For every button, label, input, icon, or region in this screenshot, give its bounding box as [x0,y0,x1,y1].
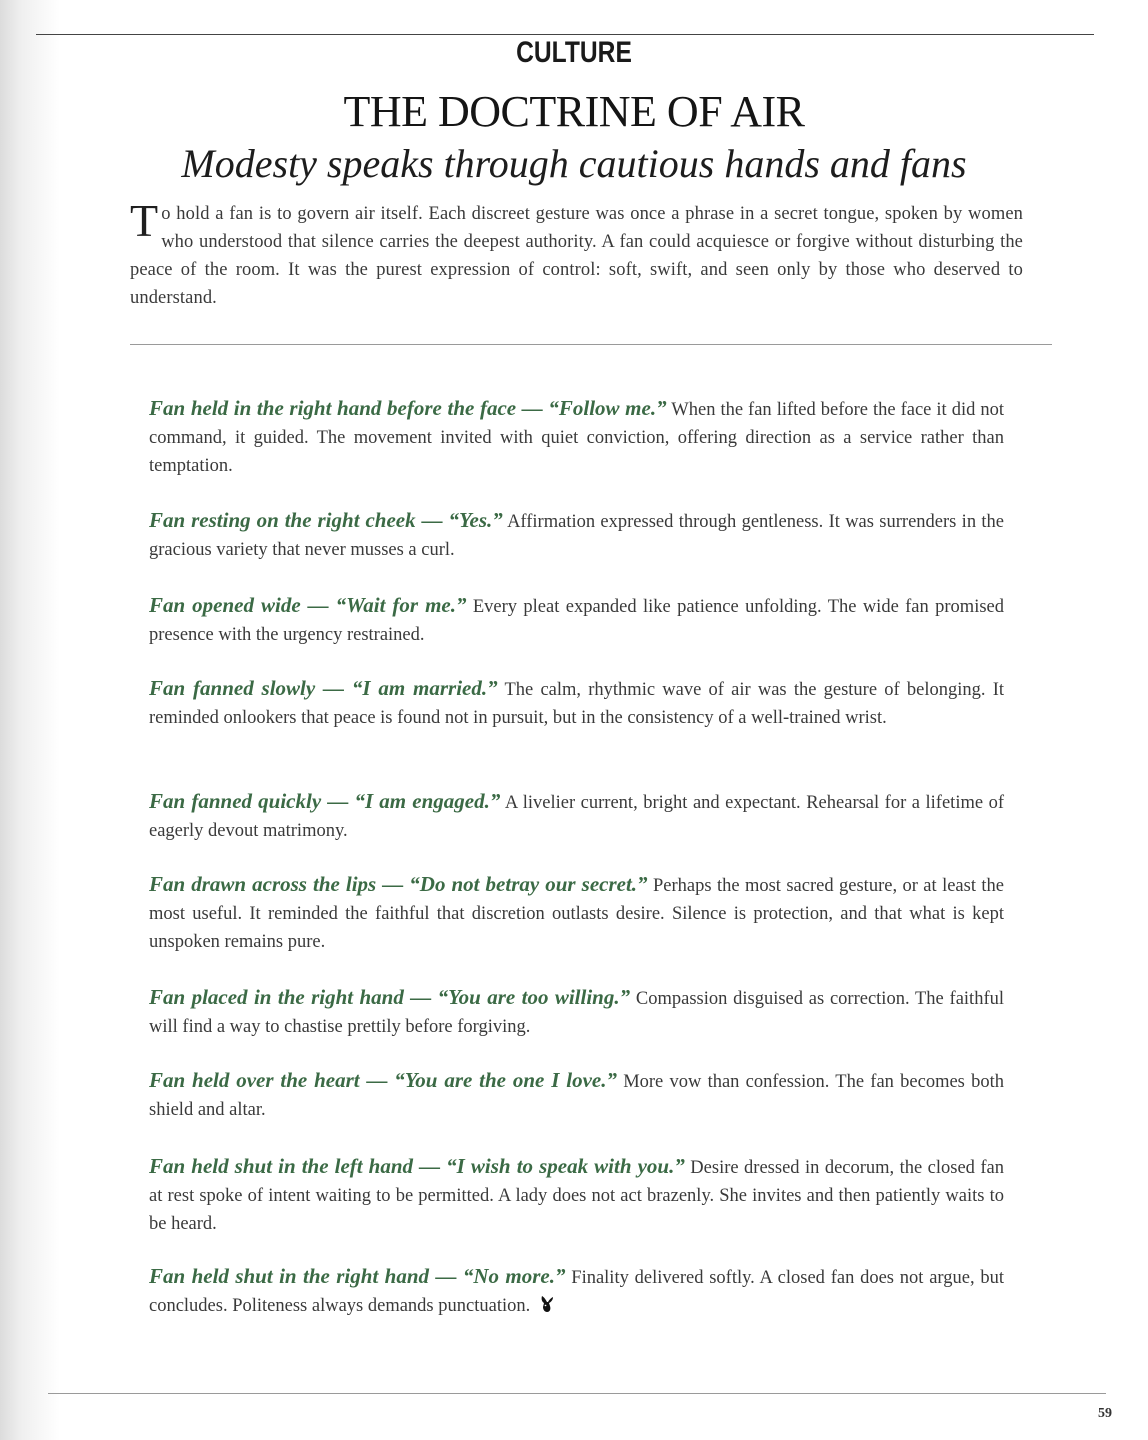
entry-lead: Fan opened wide — “Wait for me.” [149,593,467,617]
entry-body: Perhaps the most sacred gesture, or at least the most useful. It reminded the faithful that discretion outlasts desire. Silence is protection, and that what is kept unspoken remains pure. [149,876,1004,952]
fan-entry [149,983,1004,1041]
page-number: 59 [1098,1406,1112,1421]
section-divider [130,344,1052,345]
fan-entry [149,674,1004,732]
entry-body: Desire dressed in decorum, the closed fan at rest spoke of intent waiting to be permitted. A lady does not act brazenly. She invites and then patiently waits to be heard. [149,1158,1004,1234]
top-rule [36,34,1094,35]
entry-lead: Fan placed in the right hand — “You are too willing.” [149,985,631,1009]
entry-body: When the fan lifted before the face it did not command, it guided. The movement invited with quiet conviction, offering direction as a service rather than temptation. [149,400,1004,476]
entry-body: Finality delivered softly. A closed fan does not argue, but concludes. Politeness always demands punctuation. [149,1268,1005,1316]
entry-body: Compassion disguised as correction. The faithful will find a way to chastise prettily before forgiving. [149,989,1004,1037]
entry-body: The calm, rhythmic wave of air was the gesture of belonging. It reminded onlookers that peace is found not in pursuit, but in the consistency of a well-trained wrist. [149,680,1004,728]
entry-body: More vow than confession. The fan becomes both shield and altar. [149,1072,1004,1120]
entry-body: Affirmation expressed through gentleness. It was surrenders in the gracious variety that never musses a curl. [149,512,1004,560]
fan-entry [149,787,1004,845]
fan-entry [149,394,1004,480]
entry-lead: Fan held shut in the left hand — “I wish to speak with you.” [149,1154,685,1178]
article-title: THE DOCTRINE OF AIR [343,87,805,136]
entry-body: Every pleat expanded like patience unfolding. The wide fan promised presence with the urgency restrained. [149,597,1004,645]
entry-lead: Fan fanned quickly — “I am engaged.” [149,789,501,813]
entry-lead: Fan resting on the right cheek — “Yes.” [149,508,503,532]
entry-lead: Fan fanned slowly — “I am married.” [149,676,498,700]
fan-entry [149,1262,1004,1320]
fan-entry [149,591,1004,649]
intro-text: o hold a fan is to govern air itself. Each discreet gesture was once a phrase in a secret tongue, spoken by women who understood that silence carries the deepest authority. A fan could acquiesce or forgive without disturbing the peace of the room. It was the purest expression of control: soft, swift, and seen only by those who deserved to understand. [130,204,1023,308]
entry-lead: Fan held in the right hand before the face — “Follow me.” [149,396,667,420]
article-subtitle: Modesty speaks through cautious hands and fans [181,141,967,186]
bottom-rule [48,1393,1106,1394]
drop-cap: T [130,195,159,246]
section-label: CULTURE [516,36,632,69]
fan-entry [149,870,1004,956]
entry-lead: Fan drawn across the lips — “Do not betray our secret.” [149,872,648,896]
entry-lead: Fan held over the heart — “You are the one I love.” [149,1068,617,1092]
intro-paragraph [130,195,1023,312]
entry-lead: Fan held shut in the right hand — “No more.” [149,1264,566,1288]
page-spine-shadow [0,0,60,1440]
fan-entry [149,506,1004,564]
fan-entry [149,1152,1004,1238]
entry-body: A livelier current, bright and expectant. Rehearsal for a lifetime of eagerly devout matrimony. [149,793,1004,841]
bunny-icon [539,1294,555,1312]
fan-entry [149,1066,1004,1124]
